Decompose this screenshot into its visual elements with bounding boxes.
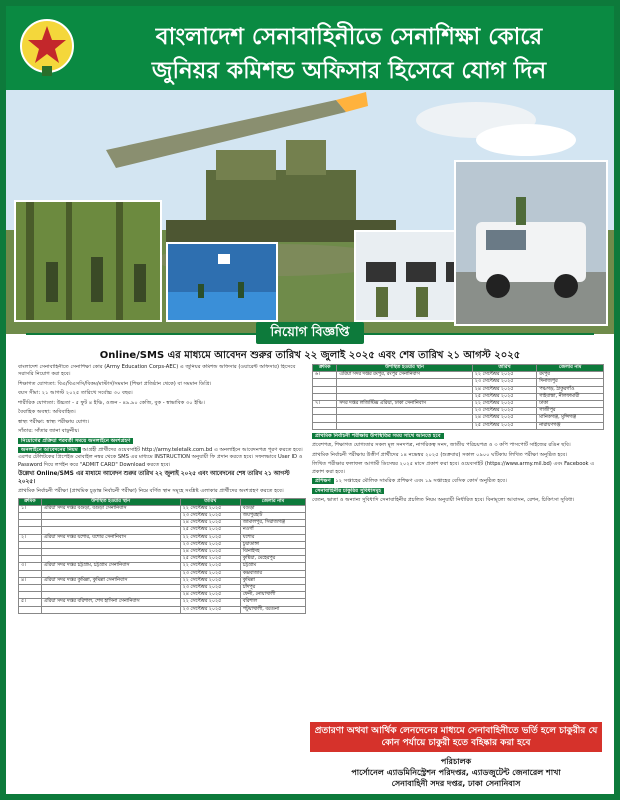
table-cell: পঞ্চগড়, ঠাকুরগাঁও xyxy=(537,386,604,393)
table-row xyxy=(19,563,306,570)
table-cell: গাজীপুর xyxy=(537,408,604,415)
table-cell: ২৪ সেপ্টেম্বর ২০২৫ xyxy=(472,415,537,422)
apply-text: আগ্রহী প্রার্থীদের ওয়েবসাইট http://army.teletalk.com.bd এ অনলাইনে আবেদনপত্র পূরণ করতে হবে। এরপর টেলিটকের প্রিপেইড মোবাইল নম্বর থেকে SMS এর মাধ্যমে INSTRUCTION অনুযায়ী ফি প্রদান করতে হবে। সফলভাবে User ID ও Password দিয়ে লগইন করে "ADMIT CARD" Download করতে হবে। xyxy=(18,447,303,468)
issuer-address: সেনাবাহিনী সদর দপ্তর, ঢাকা সেনানিবাস xyxy=(391,779,521,788)
table-row xyxy=(19,599,306,606)
table-cell: এরিয়া সদর দপ্তর বগুড়া, বগুড়া সেনানিবাস xyxy=(41,505,180,512)
right-column xyxy=(312,364,604,720)
table-cell: কক্সবাজার xyxy=(240,570,305,577)
table-cell: বরিশাল xyxy=(240,599,305,606)
table-row xyxy=(19,505,306,512)
exam-table-left-body xyxy=(19,505,306,613)
table-cell: ২২ সেপ্টেম্বর ২০২৫ xyxy=(472,372,537,379)
table-cell xyxy=(313,422,337,429)
table-cell: ২২ সেপ্টেম্বর ২০২৫ xyxy=(180,599,240,606)
col-place: উপস্থিত হওয়ার স্থান xyxy=(337,365,473,372)
table-row xyxy=(313,393,604,400)
training-text: ১২ সপ্তাহের মৌলিক সামরিক প্রশিক্ষণ এবং ১৯ সপ্তাহের বেসিক কোর্স অনুষ্ঠিত হবে। xyxy=(335,478,507,485)
table-cell xyxy=(41,592,180,599)
table-cell xyxy=(19,570,42,577)
table-cell xyxy=(337,415,473,422)
process-heading: নিয়োগের প্রক্রিয়া পরবর্তী সময়ে অনলাইনে অংশগ্রহণ xyxy=(18,438,133,444)
table-cell: সদর দপ্তর লজিস্টিক্স এরিয়া, ঢাকা সেনানিবাস xyxy=(337,401,473,408)
table-cell xyxy=(41,606,180,613)
table-cell: ২৩ সেপ্টেম্বর ২০২৫ xyxy=(472,379,537,386)
notice-title: নিয়োগ বিজ্ঞপ্তি xyxy=(256,322,364,344)
application-dates: Online/SMS এর মাধ্যমে আবেদন শুরুর তারিখ ২২ জুলাই ২০২৫ এবং শেষ তারিখ ২১ আগস্ট ২০২৫ xyxy=(99,350,521,361)
table-row xyxy=(19,606,306,613)
prelim-heading: প্রাথমিক নির্বাচনী পরীক্ষায় উপস্থিতির সময় সাথে আনতে হবে xyxy=(312,433,444,439)
table-cell xyxy=(19,512,42,519)
health-text: স্বাস্থ্য পরীক্ষা: স্বাস্থ্য পরীক্ষায় যোগ্য। xyxy=(18,418,90,425)
issuer-title: পরিচালক xyxy=(440,757,472,766)
col-serial: ক্রমিক xyxy=(313,365,337,372)
swimming-text: সাঁতার: সাঁতার জানা বাঞ্ছনীয়। xyxy=(18,428,80,435)
table-cell: এরিয়া সদর দপ্তর বরিশাল, শেখ হাসিনা সেনানিবাস xyxy=(41,599,180,606)
table-cell xyxy=(313,386,337,393)
table-cell xyxy=(19,584,42,591)
table-row xyxy=(313,372,604,379)
table-row xyxy=(19,527,306,534)
table-cell: ২৩ সেপ্টেম্বর ২০২৫ xyxy=(180,512,240,519)
table-cell xyxy=(313,408,337,415)
table-cell: যশোর xyxy=(240,534,305,541)
table-cell: ফেনী, নোয়াখালী xyxy=(240,592,305,599)
table-cell: ২৫ সেপ্টেম্বর ২০২৫ xyxy=(472,422,537,429)
table-cell: ২২ সেপ্টেম্বর ২০২৫ xyxy=(180,505,240,512)
table-cell: দিনাজপুর xyxy=(537,379,604,386)
qualification-text: শিক্ষাগত যোগ্যতা: বিএ/বিএসসি/বিকম/মাস্টার্স/সমমান (শিক্ষা প্রতিষ্ঠান থেকে) বা সমমান ডিগ্রি। xyxy=(18,380,212,387)
table-cell: ঢাকা xyxy=(537,401,604,408)
table-cell: এরিয়া সদর দপ্তর কুমিল্লা, কুমিল্লা সেনানিবাস xyxy=(41,577,180,584)
fraud-warning: প্রতারণা অথবা আর্থিক লেনদেনের মাধ্যমে সেনাবাহিনীতে ভর্তি হলে চাকুরীর যে কোন পর্যায়ে চাকুরী হতে বহিষ্কার করা হবে xyxy=(310,722,602,752)
photo-basketball-court xyxy=(166,242,278,322)
table-cell xyxy=(41,512,180,519)
issuer-block xyxy=(310,756,602,789)
table-row xyxy=(19,577,306,584)
table-cell: চট্টগ্রাম xyxy=(240,563,305,570)
intro-text: বাংলাদেশ সেনাবাহিনীতে সেনাশিক্ষা কোর (Army Education Corps-AEC) এ জুনিয়র কমিশন্ড অফিসার (ওয়ারেন্ট অফিসার) হিসেবে সরাসরি নিয়োগ করা হবে। xyxy=(18,364,296,378)
table-row xyxy=(313,422,604,429)
prelim-text: প্রবেশপত্র, শিক্ষাগত যোগ্যতার সকল মূল সনদপত্র, নাগরিকত্ব সনদ, জাতীয় পরিচয়পত্র ও ৩ কপি পাসপোর্ট সাইজের রঙিন ছবি। xyxy=(312,442,571,449)
col-date: তারিখ xyxy=(180,498,240,505)
benefits-text: বেতন, ভাতা ও অন্যান্য সুবিধাদি সেনাবাহিনীর প্রচলিত নিয়ম অনুযায়ী নির্ধারিত হবে। বিনামূল্যে আবাসন, রেশন, চিকিৎসা সুবিধা। xyxy=(312,497,575,504)
apply-heading: অনলাইনে আবেদনের নিয়ম xyxy=(18,447,81,453)
table-cell xyxy=(41,527,180,534)
table-cell xyxy=(41,584,180,591)
photo-soldiers-forest xyxy=(14,200,162,322)
table-cell: জামালপুর, সিরাজগঞ্জ xyxy=(240,520,305,527)
table-cell: এরিয়া সদর দপ্তর যশোর, যশোর সেনানিবাস xyxy=(41,534,180,541)
table-cell xyxy=(19,527,42,534)
issuer-department: পার্সোনেল এ্যাডমিনিস্ট্রেশন পরিদপ্তর, এ্যাডজুটেন্ট জেনারেল শাখা xyxy=(351,768,561,777)
table-row xyxy=(313,386,604,393)
exam-table-left xyxy=(18,498,306,614)
table-cell: নওগাঁ xyxy=(240,527,305,534)
exam-text: প্রাথমিক নির্বাচনী পরীক্ষা (প্রাথমিক চূড়ান্ত নির্বাচনী পরীক্ষা) নিম্নে বর্ণিত স্থান সমূহে সংশ্লিষ্ট এলাকার প্রার্থীদের অংশগ্রহণ করতে হবে। xyxy=(18,488,284,495)
table-row xyxy=(19,592,306,599)
col-date: তারিখ xyxy=(472,365,537,372)
table-cell: ২৩ সেপ্টেম্বর ২০২৫ xyxy=(472,408,537,415)
header-banner xyxy=(6,6,614,90)
table-cell xyxy=(19,548,42,555)
table-cell: ২২ সেপ্টেম্বর ২০২৫ xyxy=(180,534,240,541)
table-cell: জয়পুরহাট xyxy=(240,512,305,519)
table-cell: কুমিল্লা xyxy=(240,577,305,584)
photo-un-vehicle xyxy=(454,160,608,326)
table-row xyxy=(19,520,306,527)
left-column xyxy=(18,364,306,788)
table-cell: চুয়াডাঙ্গা xyxy=(240,541,305,548)
table-cell: ৪। xyxy=(19,577,42,584)
poster xyxy=(6,6,614,794)
table-cell: চাঁদপুর xyxy=(240,584,305,591)
deadline-text: উল্লেখ্য Online/SMS এর মাধ্যমে আবেদন শুরুর তারিখ ২২ জুলাই ২০২৫ এবং আবেদনের শেষ তারিখ ২১ আগস্ট ২০২৫। xyxy=(18,471,290,485)
table-cell xyxy=(19,541,42,548)
written-text: প্রাথমিক নির্বাচনী পরীক্ষায় উত্তীর্ণ প্রার্থীদের ১৪ নভেম্বর ২০২৫ (শুক্রবার) সকাল ০৯০০ ঘটিকায় লিখিত পরীক্ষা অনুষ্ঠিত হবে। xyxy=(312,451,568,458)
col-serial: ক্রমিক xyxy=(19,498,42,505)
table-row xyxy=(19,570,306,577)
table-cell: ২। xyxy=(19,534,42,541)
table-cell: পটুয়াখালী, বরগুনা xyxy=(240,606,305,613)
table-cell xyxy=(313,415,337,422)
table-cell: ২৫ সেপ্টেম্বর ২০২৫ xyxy=(180,556,240,563)
col-place: উপস্থিত হওয়ার স্থান xyxy=(41,498,180,505)
table-cell: ২৪ সেপ্টেম্বর ২০২৫ xyxy=(180,592,240,599)
table-cell: এরিয়া সদর দপ্তর চট্টগ্রাম, চট্টগ্রাম সেনানিবাস xyxy=(41,563,180,570)
table-cell xyxy=(313,379,337,386)
table-row xyxy=(313,401,604,408)
table-cell: ২৪ সেপ্টেম্বর ২০২৫ xyxy=(472,386,537,393)
table-cell: গাইবান্ধা, নীলফামারী xyxy=(537,393,604,400)
table-row xyxy=(19,584,306,591)
table-cell: ১। xyxy=(19,505,42,512)
header-line-1: বাংলাদেশ সেনাবাহিনীতে সেনাশিক্ষা কোরে xyxy=(155,24,543,50)
table-cell: ২৩ সেপ্টেম্বর ২০২৫ xyxy=(180,606,240,613)
table-cell xyxy=(41,541,180,548)
exam-table-right-body xyxy=(313,372,604,430)
table-cell xyxy=(41,520,180,527)
final-text: লিখিত পরীক্ষার ফলাফল আগামী ডিসেম্বর ২০২৫ মাসে প্রকাশ করা হবে। ওয়েবসাইট (https://www.army.mil.bd) এবং Facebook এ প্রকাশ করা হবে। xyxy=(312,461,595,475)
table-cell: ২৫ সেপ্টেম্বর ২০২৫ xyxy=(472,393,537,400)
army-emblem-icon xyxy=(18,16,76,80)
table-row xyxy=(313,379,604,386)
photo-collage xyxy=(6,90,614,334)
table-cell xyxy=(41,570,180,577)
table-cell xyxy=(41,548,180,555)
table-row xyxy=(19,512,306,519)
table-cell xyxy=(313,393,337,400)
table-cell: ২২ সেপ্টেম্বর ২০২৫ xyxy=(472,401,537,408)
table-cell xyxy=(337,386,473,393)
table-cell: ঝিনাইদহ xyxy=(240,548,305,555)
table-cell xyxy=(19,606,42,613)
col-district: জেলার নাম xyxy=(537,365,604,372)
table-cell: কুষ্টিয়া, মেহেরপুর xyxy=(240,556,305,563)
table-row xyxy=(19,548,306,555)
physical-text: শারীরিক যোগ্যতা: উচ্চতা - ৫ ফুট ৪ ইঞ্চি, ওজন - ৪৯.৯০ কেজি, বুক - স্বাভাবিক ৩০ ইঞ্চি। xyxy=(18,399,205,406)
table-cell: বগুড়া xyxy=(240,505,305,512)
table-row xyxy=(313,408,604,415)
training-heading: প্রশিক্ষণ xyxy=(312,478,334,484)
table-cell: এরিয়া সদর দপ্তর রংপুর, রংপুর সেনানিবাস xyxy=(337,372,473,379)
table-cell: ২৩ সেপ্টেম্বর ২০২৫ xyxy=(180,584,240,591)
table-cell: ৩। xyxy=(19,563,42,570)
table-cell xyxy=(19,520,42,527)
table-cell: ২৪ সেপ্টেম্বর ২০২৫ xyxy=(180,548,240,555)
col-district: জেলার নাম xyxy=(240,498,305,505)
table-cell xyxy=(337,379,473,386)
notice-ribbon xyxy=(6,322,614,346)
table-cell xyxy=(337,393,473,400)
benefits-heading: সেনাবাহিনীর চাকুরির সুবিধাসমূহ xyxy=(312,488,384,494)
table-cell xyxy=(337,422,473,429)
table-cell xyxy=(19,556,42,563)
exam-table-right xyxy=(312,364,604,430)
table-cell: ২৩ সেপ্টেম্বর ২০২৫ xyxy=(180,541,240,548)
table-cell xyxy=(19,592,42,599)
table-cell: নারায়ণগঞ্জ xyxy=(537,422,604,429)
table-cell: ৬। xyxy=(313,372,337,379)
table-cell: ৫। xyxy=(19,599,42,606)
table-cell xyxy=(337,408,473,415)
table-cell: ২৫ সেপ্টেম্বর ২০২৫ xyxy=(180,527,240,534)
marital-text: বৈবাহিক অবস্থা: অবিবাহিত। xyxy=(18,409,76,416)
age-text: বয়স সীমা: ২১ আগস্ট ২০২৫ তারিখে সর্বোচ্চ ৩০ বছর। xyxy=(18,390,133,397)
table-row xyxy=(19,534,306,541)
table-cell: মানিকগঞ্জ, মুন্সিগঞ্জ xyxy=(537,415,604,422)
table-cell: ২৩ সেপ্টেম্বর ২০২৫ xyxy=(180,570,240,577)
table-cell: ২২ সেপ্টেম্বর ২০২৫ xyxy=(180,577,240,584)
table-row xyxy=(313,415,604,422)
header-line-2: জুনিয়র কমিশন্ড অফিসার হিসেবে যোগ দিন xyxy=(151,58,547,84)
table-cell: রংপুর xyxy=(537,372,604,379)
table-row xyxy=(19,541,306,548)
table-row xyxy=(19,556,306,563)
table-cell: ৭। xyxy=(313,401,337,408)
table-cell: ২৪ সেপ্টেম্বর ২০২৫ xyxy=(180,520,240,527)
table-cell: ২২ সেপ্টেম্বর ২০২৫ xyxy=(180,563,240,570)
table-cell xyxy=(41,556,180,563)
